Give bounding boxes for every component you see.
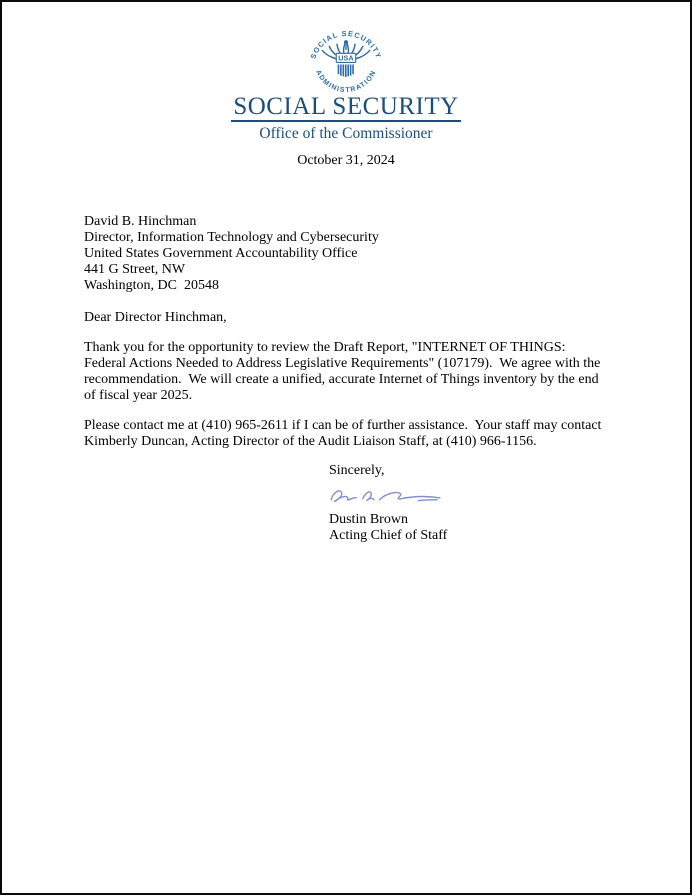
letter-date: October 31, 2024 bbox=[297, 153, 395, 168]
valediction: Sincerely, bbox=[329, 463, 385, 478]
recipient-title: Director, Information Technology and Cybersecurity bbox=[84, 230, 379, 245]
signer-name: Dustin Brown bbox=[329, 512, 408, 527]
office-line: Office of the Commissioner bbox=[259, 125, 433, 143]
recipient-street: 441 G Street, NW bbox=[84, 262, 186, 277]
recipient-address bbox=[84, 214, 379, 294]
seal-bottom-arc-text: ADMINISTRATION bbox=[314, 69, 378, 93]
svg-text:USA: USA bbox=[338, 53, 354, 63]
org-name: SOCIAL SECURITY bbox=[231, 94, 460, 122]
recipient-org: United States Government Accountability Office bbox=[84, 246, 358, 261]
usa-banner bbox=[336, 53, 355, 62]
signer-title: Acting Chief of Staff bbox=[329, 528, 448, 543]
handwritten-signature bbox=[325, 483, 447, 509]
recipient-name: David B. Hinchman bbox=[84, 214, 197, 229]
shield-stripes bbox=[338, 64, 354, 77]
recipient-city: Washington, DC 20548 bbox=[84, 278, 219, 293]
closing-block bbox=[329, 463, 447, 544]
seal-top-arc-text: SOCIAL SECURITY bbox=[308, 29, 384, 61]
ssa-seal-icon bbox=[304, 29, 388, 93]
body-paragraph-1: Thank you for the opportunity to review the Draft Report, "INTERNET OF THINGS: Federal Actions Needed to Address Legislative Requirements" (107179). We agree with the recommendation. We will create a unified, accurate Internet of Things inventory by the end of fiscal year 2025. bbox=[84, 340, 604, 403]
eagle-head bbox=[344, 40, 348, 44]
body-paragraph-2: Please contact me at (410) 965-2611 if I can be of further assistance. Your staff may contact Kimberly Duncan, Acting Director of the Audit Liaison Staff, at (410) 966-1156. bbox=[84, 418, 605, 449]
letterhead bbox=[2, 29, 690, 143]
salutation: Dear Director Hinchman, bbox=[84, 310, 227, 325]
